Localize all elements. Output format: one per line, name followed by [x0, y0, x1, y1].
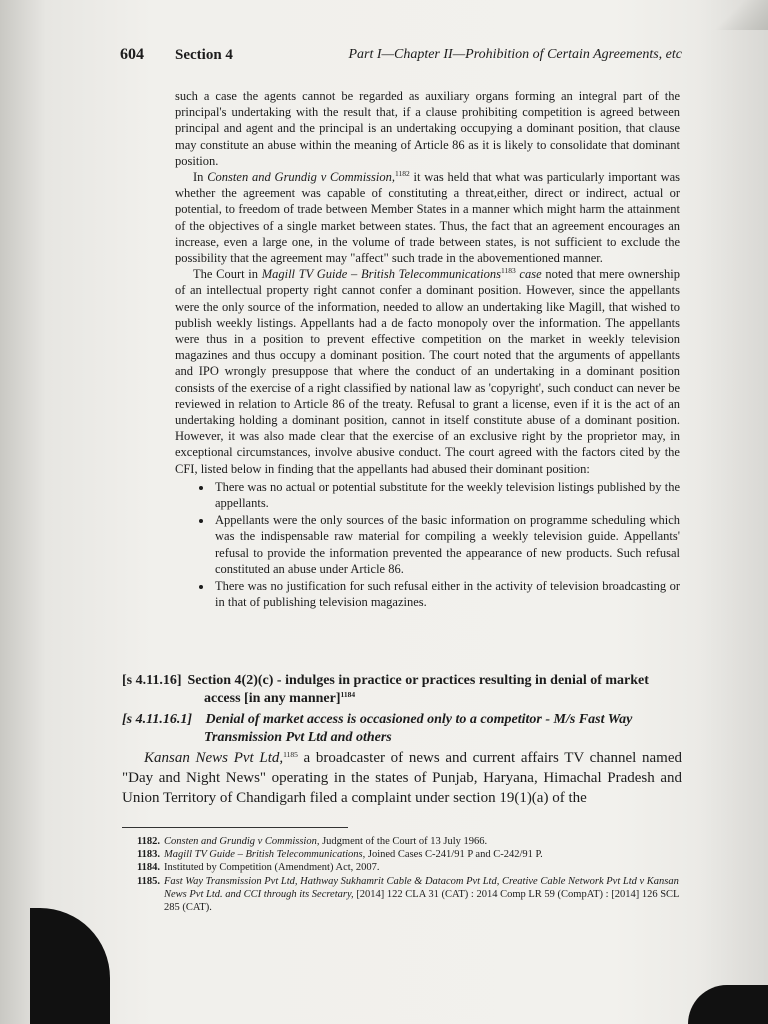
case-name: Consten and Grundig v Commission, [207, 170, 396, 185]
footnote-number: 1184. [136, 862, 160, 874]
footnote [122, 875, 682, 915]
running-head: Part I—Chapter II—Prohibition of Certain Agreements, etc [348, 47, 682, 62]
footnote-text [164, 875, 682, 915]
paragraph-1: such a case the agents cannot be regarded as auxiliary organs forming an integral part of the principal's undertaking with the result that, if a clause prohibiting competition is agreed between principal and agent and the principal is an undertaking occupying a dominant position, that clause may constitute an abuse within the meaning of Article 86 as it is likely to consolidate that dominant position. [175, 89, 680, 168]
case-suffix: case [515, 267, 542, 282]
subsection-title: Denial of market access is occasioned only to a competitor - M/s Fast Way [205, 712, 633, 727]
closing-text: a broadcaster of news and current affairs TV channel named "Day and Night News" operating in the states of Punjab, Haryana, Himachal Pradesh and Union Territory of Chandigarh filed a complaint under section 19(1)(a) of the [122, 750, 682, 806]
footnote-case: Magill TV Guide – British Telecommunications, [164, 849, 366, 861]
section-label: Section 4 [175, 47, 233, 63]
footnote-ref: 1183 [501, 266, 516, 276]
footnote [122, 835, 682, 848]
footnote-number: 1183. [136, 849, 160, 861]
footnote-divider [122, 827, 348, 828]
dark-shadow-left [30, 908, 110, 1024]
footnotes [122, 835, 682, 914]
case-name: Kansan News Pvt Ltd, [144, 750, 284, 766]
subsection-number: [s 4.11.16.1] [122, 712, 192, 727]
footnote-case: Consten and Grundig v Commission, [164, 836, 320, 847]
case-name: Magill TV Guide – British Telecommunications [261, 267, 501, 282]
paragraph-3-lead: The Court in [193, 267, 262, 282]
section-title-cont [122, 690, 682, 708]
footnote-detail: [2014] 122 CLA 31 (CAT) : 2014 Comp LR 59 (CompAT) : [2014] 126 SCL 285 (CAT). [164, 888, 680, 914]
footnote-ref: 1185 [283, 750, 298, 759]
footnote [122, 861, 682, 874]
bullet-list [175, 479, 680, 611]
closing-paragraph [122, 748, 682, 808]
section-number: [s 4.11.16] [122, 673, 182, 688]
footnote-number: 1182. [136, 836, 160, 847]
paragraph-2: In Consten and Grundig v Commission,$^{1182}$ it was held that what was particularly important was whether the agreement was capable of constituting a threat,either, direct or indirect, actual or potential, to freedom of trade between Member States in a manner which might harm the attainment of the objectives of a single market between states. Thus, the fact that an agreement encourages an increase, even a large one, in the volume of trade between states, is not sufficient to exclude the possibility that the agreement may "affect" such trade in the abovementioned manner. [175, 169, 681, 266]
footnote-case: Fast Way Transmission Pvt Ltd, Hathway Sukhamrit Cable & Datacom Pvt Ltd, Creative Cable Network Pvt Ltd v Kansan News Pvt Ltd. and CCI through its Secretary, [164, 875, 679, 900]
footnote-ref: 1182 [395, 169, 410, 179]
page-header [120, 46, 682, 70]
section-title: Section 4(2)(c) - indulges in practice or practices resulting in denial of market [187, 673, 649, 688]
footnote-detail: Instituted by Competition (Amendment) Act, 2007. [164, 862, 380, 874]
paragraph-3 [175, 266, 680, 477]
page-number: 604 [120, 46, 144, 63]
list-item: • There was no justification for such refusal either in the activity of television broadcasting or in that of publishing television magazines. [213, 578, 680, 610]
section-title-cont-text: access [in any manner] [204, 691, 341, 706]
footnote-detail: Joined Cases C-241/91 P and C-242/91 P. [365, 849, 543, 861]
footnote-ref: 1184 [340, 690, 356, 699]
page-curl [708, 0, 768, 30]
page-edge-shadow [698, 0, 768, 1024]
footnote-number: 1185. [136, 875, 160, 887]
list-item: • There was no actual or potential substitute for the weekly television listings published by the appellants. [213, 479, 680, 511]
section-heading [122, 672, 682, 708]
subsection-title-cont: Transmission Pvt Ltd and others [204, 730, 392, 745]
paragraph-3-text: noted that mere ownership of an intellectual property right cannot confer a dominant position. However, since the appellants were the only source of the information, needed to allow an undertaking like Magill, that wished to publish weekly listings. Appellants had a de facto monopoly over the information. The appellants were thus in a position to prevent effective competition on the market in weekly television magazines and thus occupy a dominant position. The court noted that the arguments of appellants and IPO wrongly presuppose that where the conduct of an undertaking in a dominant position consists of the exercise of a right classified by national law as 'copyright', such conduct can never be reviewed in relation to Article 86 of the treaty. Refusal to grant a license, even if it is the act of an undertaking holding a dominant position, cannot in itself constitute abuse of a dominant position. However, it was also made clear that the exercise of an exclusive right by the proprietor may, in exceptional circumstances, involve abusive conduct. The court agreed with the factors cited by the CFI, listed below in finding that the appellants had abused their dominant position: [175, 267, 680, 476]
footnote-text [164, 835, 682, 848]
paragraph-2-text: it was held that what was particularly important was whether the agreement was capable of constituting a threat,either, direct or indirect, actual or potential, to freedom of trade between Member States in a manner which might harm the attainment of the objectives of a single market between states. Thus, the fact that an agreement encourages an increase, even a large one, in the volume of trade between states, is not sufficient to exclude the possibility that the agreement may "affect" such trade in the abovementioned manner. [175, 170, 681, 266]
footnote-text [164, 861, 682, 874]
body-text [175, 88, 680, 612]
footnote [122, 848, 682, 861]
footnote-text [164, 848, 682, 861]
footnote-detail: Judgment of the Court of 13 July 1966. [319, 836, 488, 847]
subsection-heading [122, 711, 682, 747]
list-item: • Appellants were the only sources of the basic information on programme scheduling which was the indispensable raw material for compiling a weekly television guide. Appellants' refusal to provide the information prevented the appearance of new products. Such refusal constituted an abuse under Article 86. [213, 512, 680, 577]
closing-paragraph-text [122, 748, 682, 808]
